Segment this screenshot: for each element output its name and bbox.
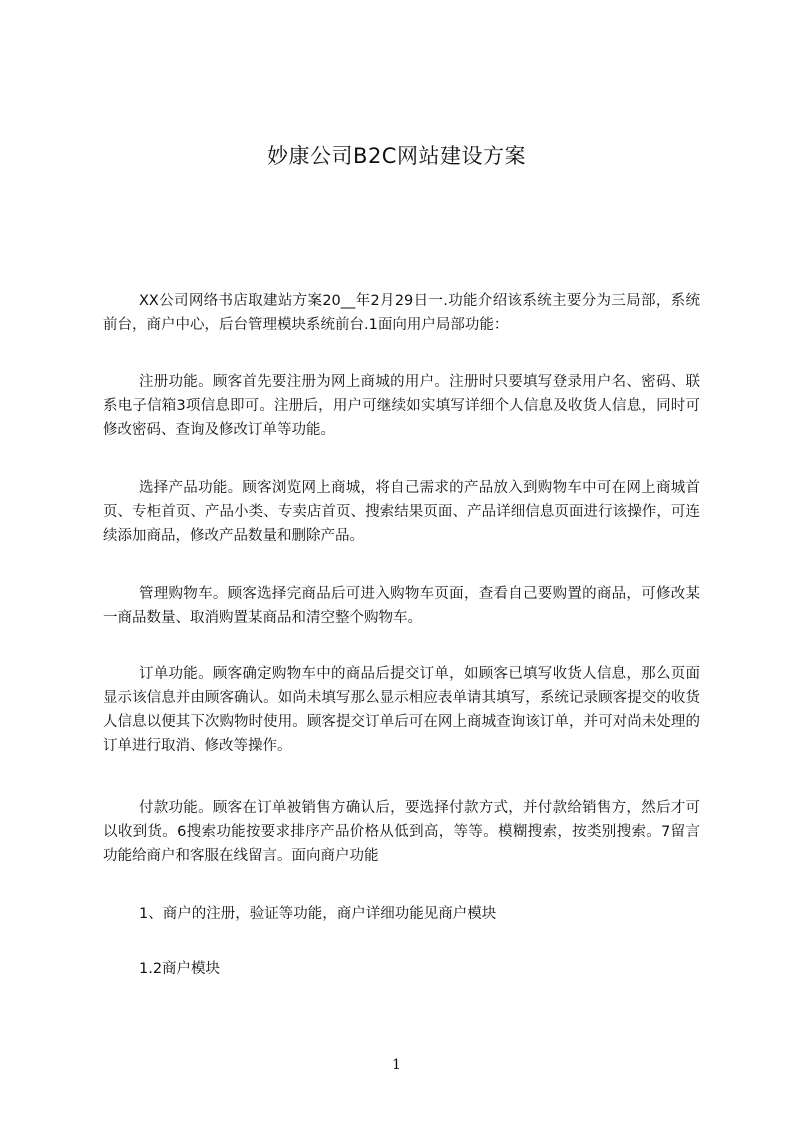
paragraph-register: 注册功能。顾客首先要注册为网上商城的用户。注册时只要填写登录用户名、密码、联系电子信箱3项信息即可。注册后，用户可继续如实填写详细个人信息及收货人信息，同时可修改密码、查询及修改订单等功能。 [103, 374, 700, 438]
merchant-register-line: 1、商户的注册，验证等功能，商户详细功能见商户模块 [139, 906, 497, 922]
paragraph-order: 订单功能。顾客确定购物车中的商品后提交订单，如顾客已填写收货人信息，那么页面显示该信息并由顾客确认。如尚未填写那么显示相应表单请其填写，系统记录顾客提交的收货人信息以便其下次购物时使用。顾客提交订单后可在网上商城查询该订单，并可对尚未处理的订单进行取消、修改等操作。 [103, 666, 700, 754]
page-number: 1 [392, 1057, 401, 1073]
paragraph-intro: XX公司网络书店取建站方案20__年2月29日一.功能介绍该系统主要分为三局部，系统前台，商户中心，后台管理模块系统前台.1面向用户局部功能： [103, 293, 700, 333]
paragraph-select-product: 选择产品功能。顾客浏览网上商城，将自己需求的产品放入到购物车中可在网上商城首页、专柜首页、产品小类、专卖店首页、搜索结果页面、产品详细信息页面进行该操作，可连续添加商品，修改产品数量和删除产品。 [103, 480, 700, 544]
document-title: 妙康公司B2C网站建设方案 [267, 144, 526, 168]
paragraph-payment: 付款功能。顾客在订单被销售方确认后，要选择付款方式，并付款给销售方，然后才可以收到货。6搜索功能按要求排序产品价格从低到高，等等。模糊搜索，按类别搜索。7留言功能给商户和客服在线留言。面向商户功能 [103, 800, 700, 864]
section-heading-merchant-module: 1.2商户模块 [139, 961, 221, 977]
paragraph-cart: 管理购物车。顾客选择完商品后可进入购物车页面，查看自己要购置的商品，可修改某一商品数量、取消购置某商品和清空整个购物车。 [103, 586, 700, 626]
